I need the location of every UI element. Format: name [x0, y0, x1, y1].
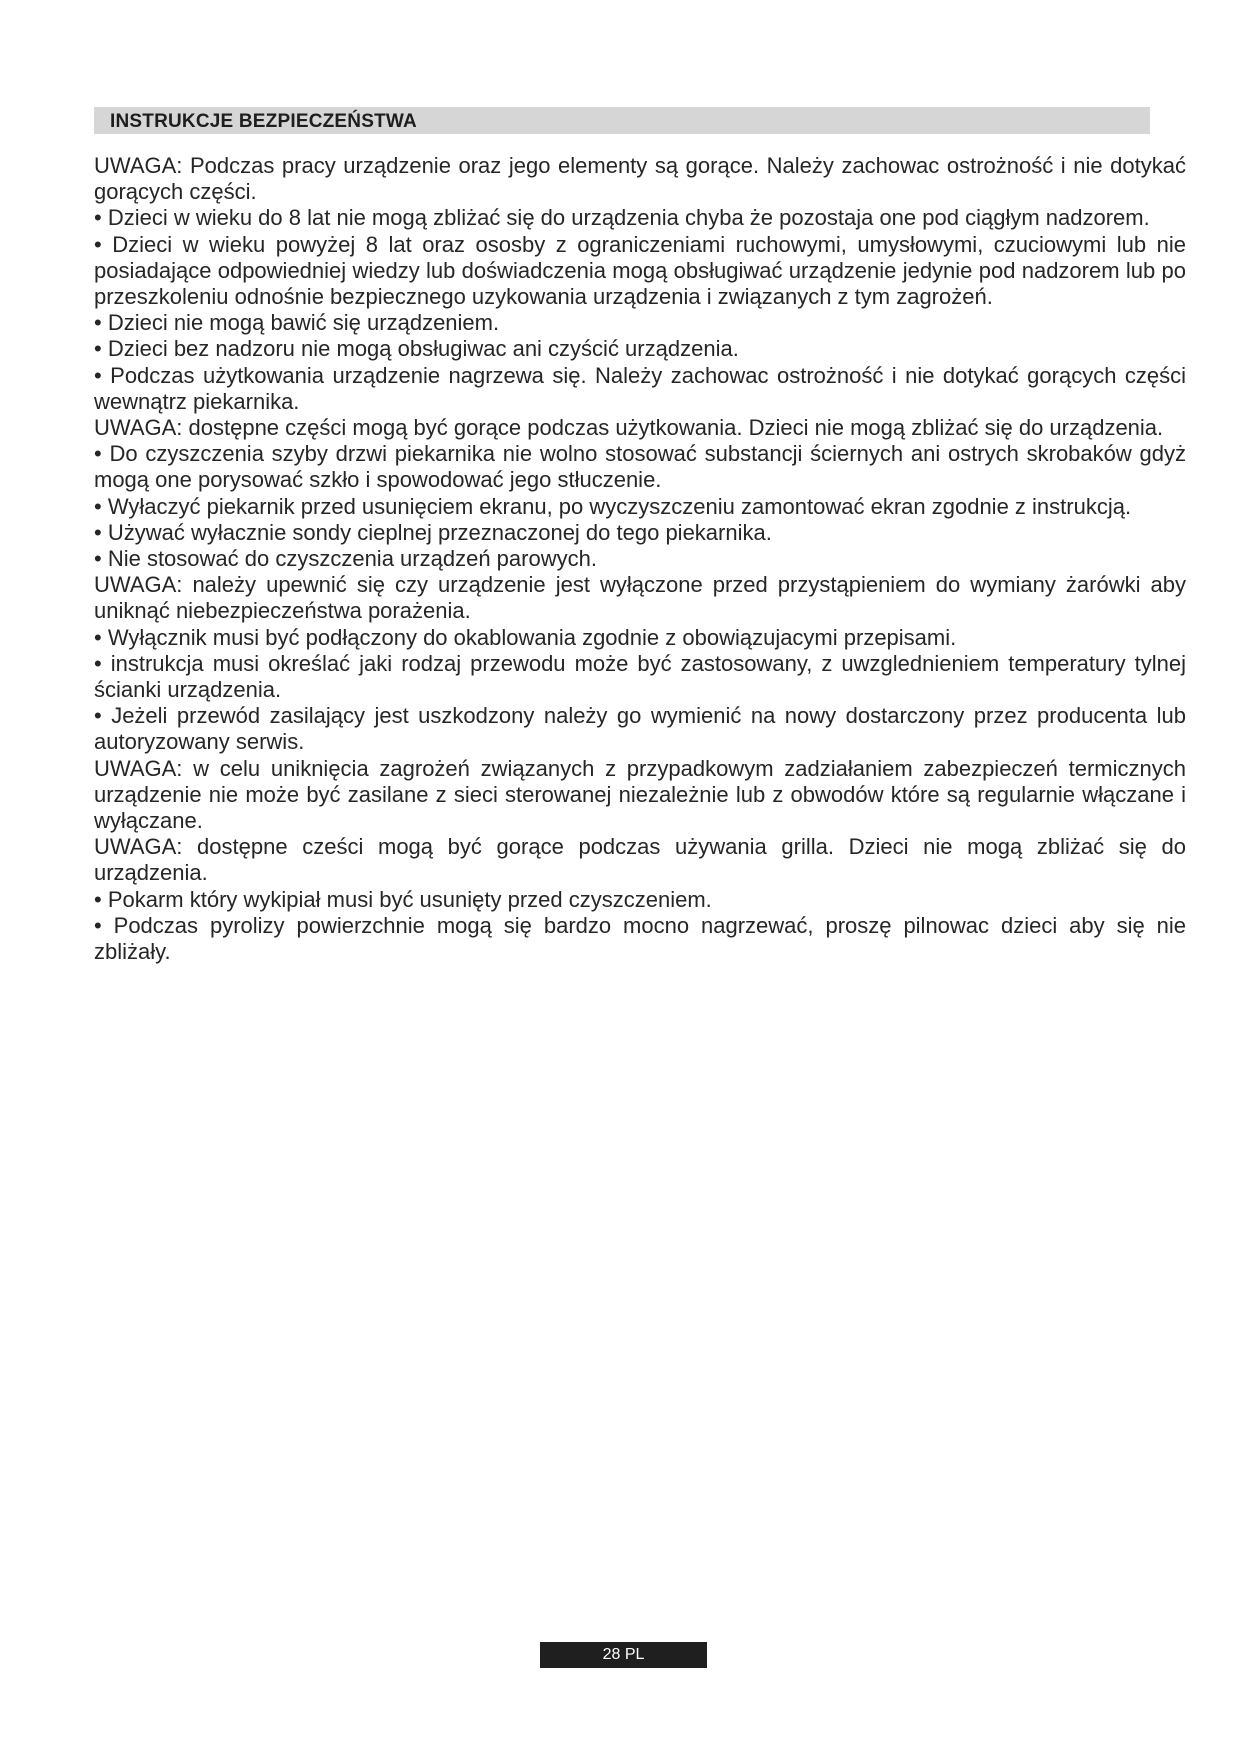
- paragraph: • Podczas użytkowania urządzenie nagrzewa się. Należy zachowac ostrożność i nie dotykać gorących części wewnątrz piekarnika.: [94, 362, 1186, 414]
- paragraph: UWAGA: dostępne części mogą być gorące podczas użytkowania. Dzieci nie mogą zbliżać się do urządzenia.: [94, 415, 1164, 441]
- safety-instructions-body: [94, 153, 1186, 965]
- paragraph: • instrukcja musi określać jaki rodzaj przewodu może być zastosowany, z uwzglednieniem temperatury tylnej ścianki urządzenia.: [94, 650, 1186, 703]
- paragraph: • Jeżeli przewód zasilający jest uszkodzony należy go wymienić na nowy dostarczony przez producenta lub autoryzowany serwis.: [94, 703, 1186, 755]
- paragraph: • Dzieci w wieku powyżej 8 lat oraz ososby z ograniczeniami ruchowymi, umysłowymi, czuciowymi lub nie posiadające odpowiedniej wiedzy lub doświadczenia mogą obsługiwać urządzenie jedynie pod nadzorem lub po przeszkoleniu odnośnie bezpiecznego uzykowania urządzenia i związanych z tym zagrożeń.: [94, 231, 1186, 310]
- paragraph: • Nie stosować do czyszczenia urządzeń parowych.: [94, 546, 597, 572]
- paragraph: • Dzieci w wieku do 8 lat nie mogą zbliżać się do urządzenia chyba że pozostaja one pod ciągłym nadzorem.: [94, 205, 1150, 231]
- paragraph: UWAGA: należy upewnić się czy urządzenie jest wyłączone przed przystąpieniem do wymiany żarówki aby uniknąć niebezpieczeństwa porażenia.: [94, 572, 1186, 624]
- page-number: 28 PL: [540, 1642, 707, 1668]
- section-header: [94, 107, 1150, 134]
- paragraph: • Dzieci nie mogą bawić się urządzeniem.: [94, 310, 500, 336]
- paragraph: • Używać wyłacznie sondy cieplnej przeznaczonej do tego piekarnika.: [94, 519, 772, 545]
- paragraph: UWAGA: dostępne cześci mogą być gorące podczas używania grilla. Dzieci nie mogą zbliżać się do urządzenia.: [94, 834, 1186, 886]
- paragraph: UWAGA: w celu uniknięcia zagrożeń związanych z przypadkowym zadziałaniem zabezpieczeń termicznych urządzenie nie może być zasilane z sieci sterowanej niezależnie lub z obwodów które są regularnie włączane i wyłączane.: [94, 755, 1186, 834]
- paragraph: • Dzieci bez nadzoru nie mogą obsługiwac ani czyścić urządzenia.: [94, 336, 739, 362]
- paragraph: UWAGA: Podczas pracy urządzenie oraz jego elementy są gorące. Należy zachowac ostrożność i nie dotykać gorących części.: [94, 153, 1186, 205]
- paragraph: • Wyłącznik musi być podłączony do okablowania zgodnie z obowiązujacymi przepisami.: [94, 624, 957, 650]
- paragraph: • Pokarm który wykipiał musi być usunięty przed czyszczeniem.: [94, 886, 712, 912]
- paragraph: • Do czyszczenia szyby drzwi piekarnika nie wolno stosować substancji ściernych ani ostrych skrobaków gdyż mogą one porysować szkło i spowodować jego stłuczenie.: [94, 441, 1186, 493]
- paragraph: • Podczas pyrolizy powierzchnie mogą się bardzo mocno nagrzewać, proszę pilnowac dzieci aby się nie zbliżały.: [94, 912, 1186, 965]
- paragraph: • Wyłaczyć piekarnik przed usunięciem ekranu, po wyczyszczeniu zamontować ekran zgodnie z instrukcją.: [94, 493, 1132, 519]
- section-title: INSTRUKCJE BEZPIECZEŃSTWA: [110, 111, 417, 132]
